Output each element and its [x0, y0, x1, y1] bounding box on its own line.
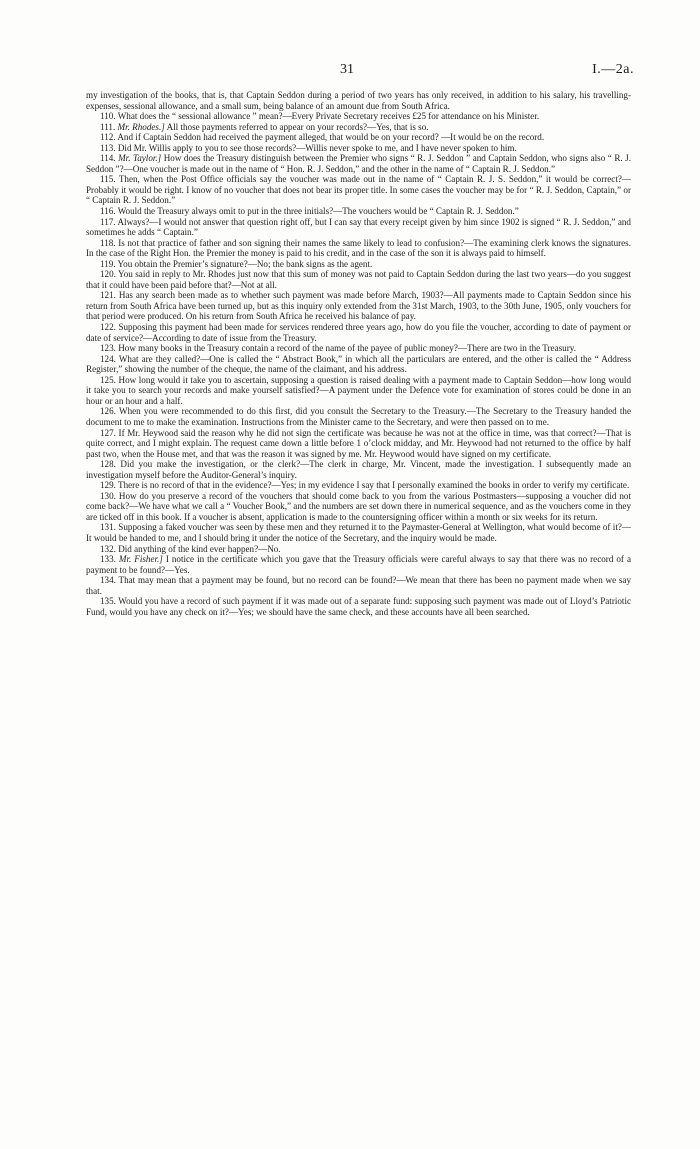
question-text: Did anything of the kind ever happen?—No. — [118, 543, 281, 554]
question-paragraph — [86, 122, 631, 133]
question-paragraph — [86, 322, 631, 343]
question-number: 115. — [100, 174, 116, 185]
question-paragraph — [86, 480, 631, 491]
question-number: 116. — [100, 206, 116, 217]
question-text: Supposing this payment had been made for services rendered three years ago, how do you file the voucher, according to date of payment or date of service?—According to date of issue from the Treasury. — [86, 322, 632, 343]
question-paragraph — [86, 406, 631, 427]
question-text: You obtain the Premier’s signature?—No; the bank signs as the agent. — [117, 258, 373, 269]
question-text: I notice in the certificate which you gave that the Treasury officials were careful always to say that there was no record of a payment to be found?—Yes. — [86, 554, 631, 575]
question-number: 129. — [100, 480, 116, 491]
document-body — [86, 90, 631, 617]
speaker-label: Mr. Rhodes.] — [117, 121, 165, 132]
question-paragraph — [86, 491, 631, 523]
question-number: 112. — [100, 132, 116, 143]
question-text: Did you make the investigation, or the clerk?—The clerk in charge, Mr. Vincent, made the investigation. I subsequently made an investigation myself before the Auditor-General’s inquiry. — [86, 459, 631, 480]
question-text: Is not that practice of father and son signing their names the same likely to lead to confusion?—The examining clerk knows the signatures. In the case of the Right Hon. the Premier the money is paid to his credit, and in the case of the son it is always paid to himself. — [86, 237, 631, 259]
question-number: 111. — [100, 121, 116, 132]
question-paragraph — [86, 269, 631, 290]
question-number: 114. — [100, 153, 116, 164]
question-text: And if Captain Seddon had received the payment alleged, that would be on your record? —It would be on the record. — [117, 132, 545, 143]
question-text: That may mean that a payment may be found, but no record can be found?—We mean that there has been no payment made when we say that. — [86, 575, 631, 596]
question-paragraph — [86, 428, 631, 460]
question-number: 126. — [100, 406, 116, 417]
question-number: 123. — [100, 343, 116, 354]
question-number: 132. — [100, 543, 116, 554]
question-number: 134. — [100, 575, 116, 586]
question-number: 135. — [100, 596, 116, 607]
question-text: Has any search been made as to whether such payment was made before March, 1903?—All payments made to Captain Seddon since his return from South Africa have been turned up, but as this inquiry only extended from the 31st March, 1903, to the 30th June, 1905, only vouchers for that period were produced. On his return from South Africa he received his balance of pay. — [86, 290, 632, 322]
question-paragraph — [86, 143, 631, 154]
question-paragraph — [86, 238, 631, 259]
question-text: What are they called?—One is called the “ Abstract Book,” in which all the particulars are entered, and the other is called the “ Address Register,” showing the number of the cheque, the name of the claimant, and his address. — [86, 353, 632, 375]
question-text: Supposing a faked voucher was seen by these men and they returned it to the Paymaster-General at Wellington, what would become of it?—It would be handed to me, and I should bring it under the notice of the Secretary, and the inquiry would be made. — [86, 522, 631, 543]
question-paragraph — [86, 554, 631, 575]
question-number: 128. — [100, 459, 116, 470]
question-paragraph — [86, 375, 631, 407]
question-number: 130. — [100, 490, 116, 501]
page-number: 31 — [340, 62, 354, 77]
question-text: Would you have a record of such payment if it was made out of a separate fund: supposing such payment was made out of Lloyd’s Patriotic Fund, would you have any check on it?—Yes; we should have the same check, and these accounts have all been searched. — [86, 596, 632, 617]
question-paragraph — [86, 132, 631, 143]
question-paragraph — [86, 290, 631, 322]
speaker-label: Mr. Fisher.] — [118, 554, 163, 565]
question-number: 125. — [100, 374, 116, 385]
question-paragraph — [86, 343, 631, 354]
question-text: How many books in the Treasury contain a record of the name of the payee of public money?—There are two in the Treasury. — [118, 343, 576, 354]
page-header — [0, 62, 700, 80]
document-reference: I.—2a. — [592, 62, 634, 77]
question-number: 113. — [100, 142, 116, 153]
question-text: Then, when the Post Office officials say the voucher was made out in the name of “ Captain R. J. S. Seddon,” it would be correct?—Probably it would be right. I know of no voucher that does not bear its proper title. In some cases the voucher may be for “ R. J. Seddon, Captain,” or “ Captain R. J. Seddon.” — [86, 174, 631, 206]
question-text: What does the “ sessional allowance ” mean?—Every Private Secretary receives £25 for attendance on his Minister. — [117, 111, 540, 122]
question-text: You said in reply to Mr. Rhodes just now that this sum of money was not paid to Captain Seddon during the last two years—do you suggest that it could have been paid before that?—Not at all. — [86, 269, 631, 290]
question-text: When you were recommended to do this first, did you consult the Secretary to the Treasury.—The Secretary to the Treasury handed the document to me to make the examination. Instructions from the Minister came to the Secretary, and were then passed on to me. — [86, 406, 631, 427]
question-number: 117. — [100, 216, 116, 227]
question-number: 133. — [100, 554, 116, 565]
question-text: There is no record of that in the evidence?—Yes; in my evidence I say that I personally examined the books in order to verify my certificate. — [118, 480, 630, 491]
question-number: 121. — [100, 290, 116, 301]
question-paragraph — [86, 153, 631, 174]
question-number: 110. — [100, 111, 116, 122]
opening-paragraph: my investigation of the books, that is, that Captain Seddon during a period of two years has only received, in addition to his salary, his travelling-expenses, sessional allowance, and a small sum, being balance of an amount due from South Africa. — [86, 90, 631, 111]
question-text: How do you preserve a record of the vouchers that should come back to you from the various Postmasters—supposing a voucher did not come back?—We have what we call a “ Voucher Book,” and the numbers are set down there in numerical sequence, and as the vouchers come in they are ticked off in this book. If a voucher is absent, application is made to the countersigning officer within a month or six weeks for its return. — [86, 490, 631, 522]
question-number: 119. — [100, 258, 116, 269]
question-number: 131. — [100, 522, 116, 533]
question-text: Always?—I would not answer that question right off, but I can say that every receipt given by him since 1902 is signed “ R. J. Seddon,” and sometimes he adds “ Captain.” — [86, 216, 631, 238]
question-text: Would the Treasury always omit to put in the three initials?—The vouchers would be “ Captain R. J. Seddon.” — [117, 206, 519, 217]
question-paragraph — [86, 217, 631, 238]
question-number: 127. — [100, 427, 116, 438]
question-paragraph — [86, 459, 631, 480]
question-text: How long would it take you to ascertain, supposing a question is raised dealing with a payment made to Captain Seddon—how long would it take you to search your records and make yourself satisfied?—A payment under the Defence vote for examination of stores could be done in an hour or an hour and a half. — [86, 374, 631, 406]
question-number: 118. — [100, 237, 116, 248]
question-text: How does the Treasury distinguish between the Premier who signs “ R. J. Seddon ” and Captain Seddon, who signs also “ R. J. Seddon ”?—One voucher is made out in the name of “ Hon. R. J. Seddon,” and the other in the name of “ Captain R. J. Seddon.” — [86, 153, 631, 174]
speaker-label: Mr. Taylor.] — [118, 153, 162, 164]
question-paragraph — [86, 596, 631, 617]
question-paragraph — [86, 575, 631, 596]
question-number: 120. — [100, 269, 116, 280]
question-text: All those payments referred to appear on your records?—Yes, that is so. — [166, 121, 429, 132]
question-number: 124. — [100, 353, 116, 364]
question-paragraph — [86, 522, 631, 543]
question-paragraph — [86, 544, 631, 555]
question-paragraph — [86, 111, 631, 122]
question-paragraph — [86, 259, 631, 270]
question-text: If Mr. Heywood said the reason why he did not sign the certificate was because he was not at the office in time, was that correct?—That is quite correct, and I might explain. The request came down a little before 1 o’clock midday, and Mr. Heywood had not returned to the office by half past two, when the House met, and that was the reason it was signed by me. Mr. Heywood would have signed on my certificate. — [86, 427, 631, 459]
question-text: Did Mr. Willis apply to you to see those records?—Willis never spoke to me, and I have never spoken to him. — [117, 142, 517, 153]
question-list — [86, 111, 631, 617]
question-paragraph — [86, 206, 631, 217]
question-number: 122. — [100, 322, 116, 333]
question-paragraph — [86, 354, 631, 375]
question-paragraph — [86, 174, 631, 206]
